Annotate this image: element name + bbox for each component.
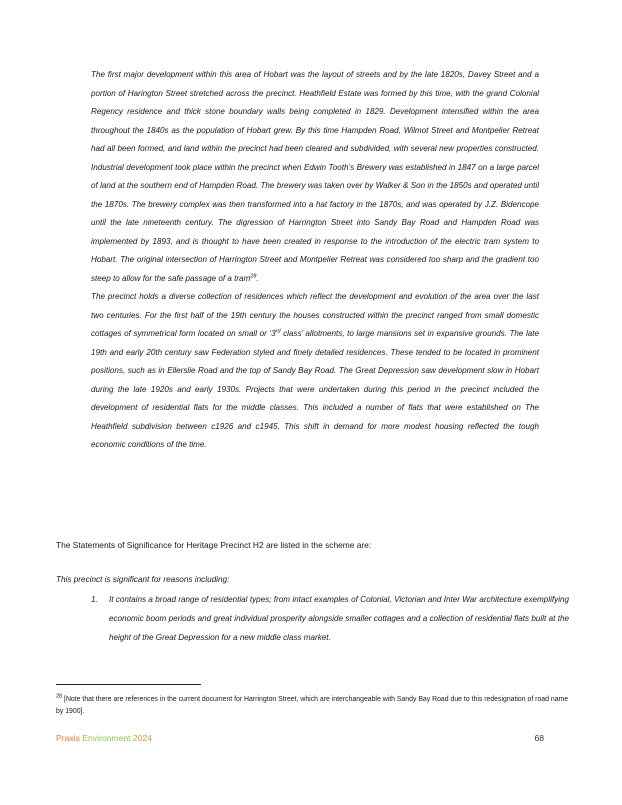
- history-paragraph-1: The first major development within this area of Hobart was the layout of streets and by the late 1820s, Davey Street and a portion of Harington Street stretched across the precinct. Heathfield Estate was formed by this time, with the grand Colonial Regency residence and thick stone boundary walls being completed in 1829. Development intensified within the area throughout the 1840s as the population of Hobart grew. By this time Hampden Road, Wilmot Street and Montpelier Retreat had all been formed, and land within the precinct had been cleared and subdivided, with several new properties constructed. Industrial development took place within the precinct when Edwin Tooth’s Brewery was established in 1847 on a large parcel of land at the southern end of Hampden Road. The brewery was taken over by Walker & Son in the 1850s and operated until the 1870s. The brewery complex was then transformed into a hat factory in the 1870s, and was operated by J.Z. Bidencope until the late nineteenth century. The digression of Harrington Street into Sandy Bay Road and Hampden Road was implemented by 1893, and is thought to have been created in response to the introduction of the electric tram system to Hobart. The original intersection of Harrington Street and Montpelier Retreat was considered too sharp and the gradient too steep to allow for the safe passage of a tram$^{28}$.: [91, 70, 539, 283]
- footer-brand-environment: Environment: [79, 733, 131, 743]
- page-number: 68: [534, 733, 544, 743]
- history-block-quote: [91, 66, 539, 455]
- footnote-ref-28[interactable]: 28: [250, 272, 257, 279]
- ordinal-superscript: rd: [275, 328, 281, 335]
- significance-subheading: This precinct is significant for reasons including:: [56, 575, 230, 584]
- footer-brand-praxis: Praxis: [56, 733, 80, 743]
- history-paragraph-2: The precinct holds a diverse collection of residences which reflect the development and evolution of the area over the last two centuries. For the first half of the 19th century the houses constructed within the precinct ranged from small domestic cottages of symmetrical form located on small or ‘3rd class’ allotments, to large mansions set in expansive grounds. The late 19th and early 20th century saw Federation styled and finely detailed residences. These tended to be located in prominent positions, such as in Ellerslie Road and the top of Sandy Bay Road. The Great Depression saw development slow in Hobart during the late 1920s and early 1930s. Projects that were undertaken during this period in the precinct included the development of residential flats for the middle classes. This included a number of flats that were established on The Heathfield subdivision between c1926 and c1945. This shift in demand for more modest housing reflected the tough economic conditions of the time.: [91, 292, 539, 449]
- footnote: [56, 694, 570, 718]
- significance-list: [91, 590, 569, 647]
- page-footer: [56, 733, 570, 747]
- footnote-divider: [56, 684, 201, 685]
- footnote-marker: 28: [56, 693, 63, 700]
- list-item-text: It contains a broad range of residential types; from intact examples of Colonial, Victorian and Inter War architecture exemplifying economic boom periods and great individual prosperity alongside smaller cottages and a collection of residential flats built at the height of the Great Depression for a new middle class market.: [109, 595, 569, 642]
- list-item-number: 1.: [91, 595, 98, 604]
- footer-year: 2024: [130, 733, 153, 743]
- footnote-text: [Note that there are references in the current document for Harrington Street, which are interchangeable with Sandy Bay Road due to this redesignation of road name by 1900].: [56, 696, 569, 715]
- statement-intro: The Statements of Significance for Heritage Precinct H2 are listed in the scheme are:: [56, 540, 372, 550]
- list-item: [91, 590, 569, 647]
